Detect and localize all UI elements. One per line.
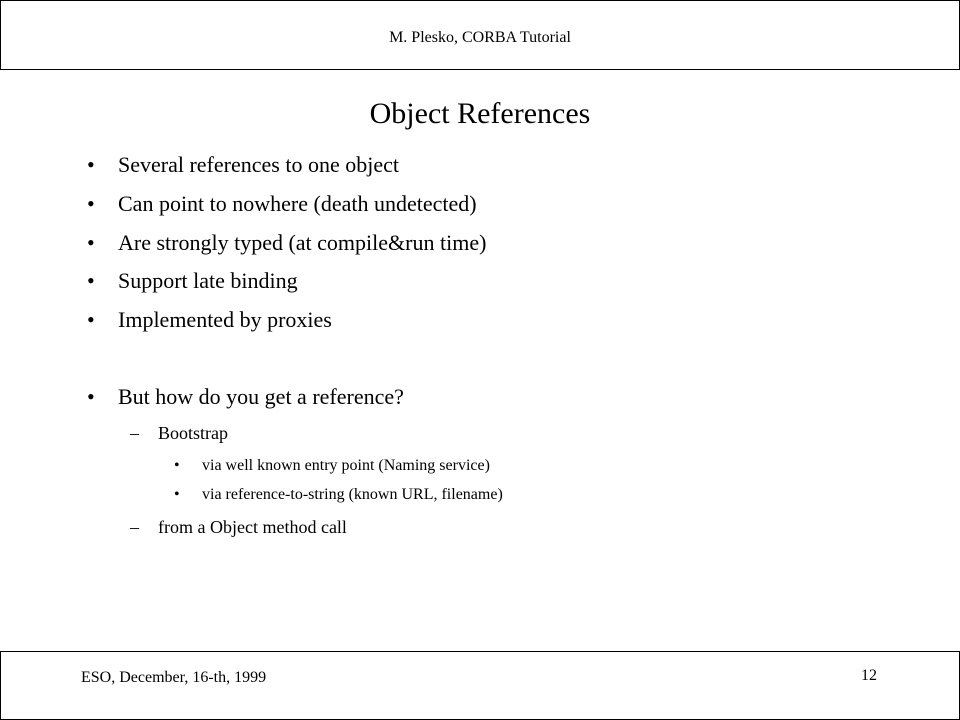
sub-bullet-text: from a Object method call: [158, 517, 347, 537]
dash-marker: –: [130, 517, 139, 537]
bullet-marker: •: [87, 191, 95, 216]
sub-sub-bullet-text: via reference-to-string (known URL, filename): [202, 486, 503, 503]
bullet-marker: •: [87, 384, 95, 409]
slide-footer: [0, 651, 960, 720]
sub-sub-bullet-text: via well known entry point (Naming service): [202, 457, 490, 474]
bullet-text: But how do you get a reference?: [118, 384, 404, 409]
dash-marker: –: [130, 423, 139, 443]
bullet-marker: •: [174, 457, 180, 474]
bullet-text: Are strongly typed (at compile&run time): [118, 230, 487, 255]
bullet-text: Support late binding: [118, 268, 298, 293]
bullet-marker: •: [174, 486, 180, 503]
bullet-text: Several references to one object: [118, 152, 399, 177]
footer-date: ESO, December, 16-th, 1999: [81, 669, 267, 686]
bullet-marker: •: [87, 268, 95, 293]
header-text: M. Plesko, CORBA Tutorial: [389, 29, 571, 46]
bullet-marker: •: [87, 307, 95, 332]
sub-bullet-text: Bootstrap: [158, 423, 228, 443]
bullet-text: Can point to nowhere (death undetected): [118, 191, 477, 216]
bullet-marker: •: [87, 152, 95, 177]
bullet-text: Implemented by proxies: [118, 307, 332, 332]
slide-title: Object References: [369, 97, 591, 130]
bullet-marker: •: [87, 230, 95, 255]
page-number: 12: [861, 667, 877, 684]
